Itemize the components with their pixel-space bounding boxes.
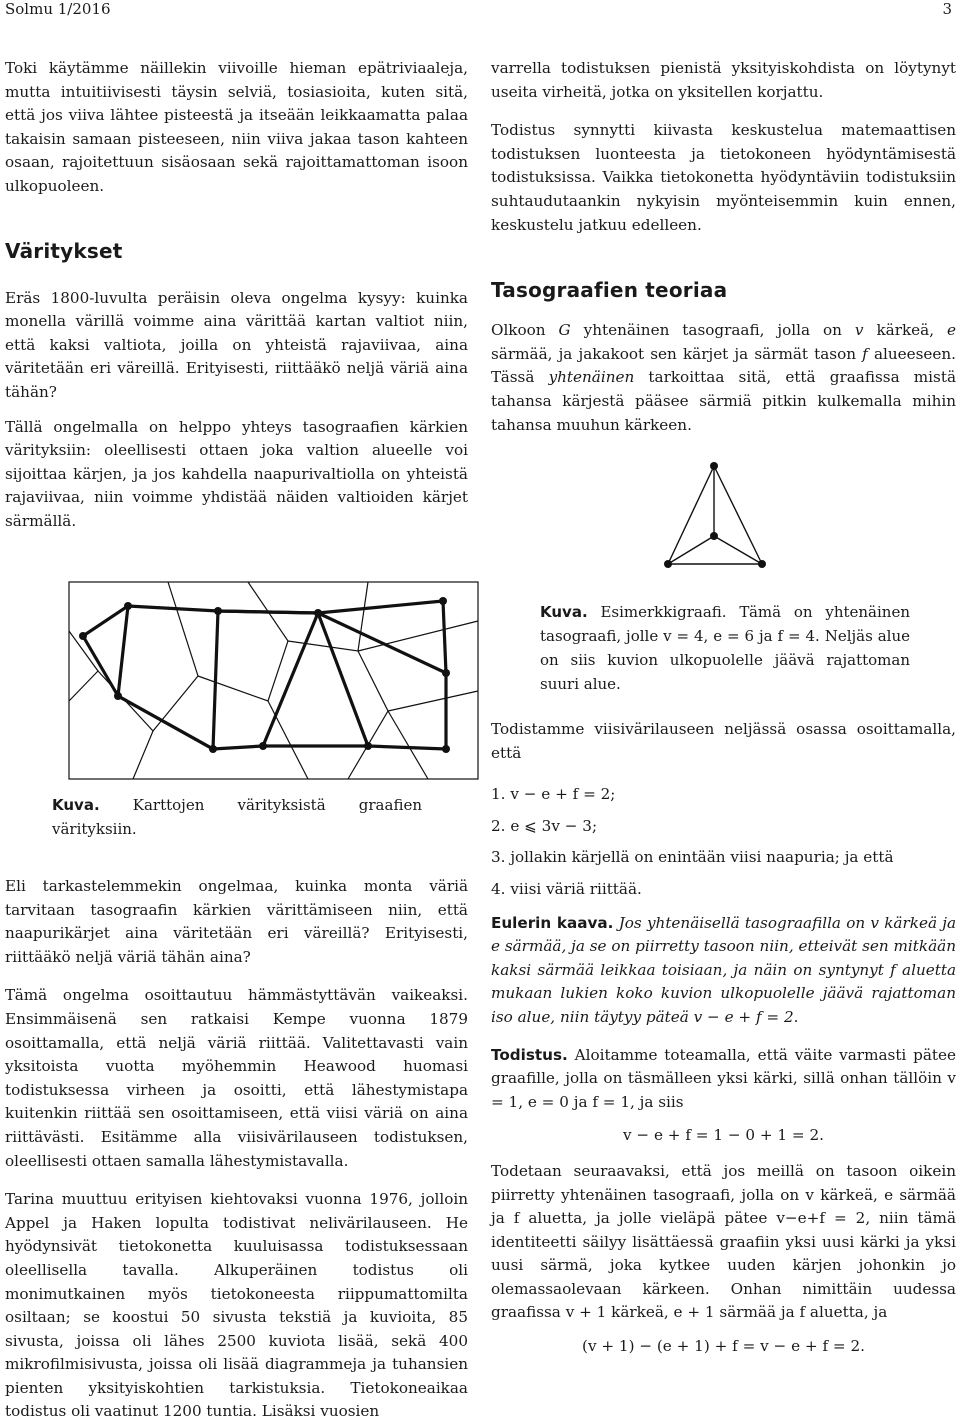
map-boundary <box>388 691 478 711</box>
equation-1: v − e + f = 1 − 0 + 1 = 2. <box>623 1126 824 1145</box>
right-column-top <box>491 57 956 437</box>
left-column-top <box>5 57 468 534</box>
graph-vertex <box>114 692 122 700</box>
proof-paragraph: Todistus. Aloitamme toteamalla, että väite varmasti pätee graafille, jolla on täsmälleen yksi kärki, sillä onhan tällöin v = 1, e = 0 ja f = 1, ja siis <box>491 1045 957 1111</box>
page-header <box>0 0 960 22</box>
right-paragraph-1: varrella todistuksen pienistä yksityiskohdista on löytynyt useita virheitä, jotka on yksitellen korjattu. <box>491 59 956 101</box>
right-paragraph-4: Todistamme viisivärilauseen neljässä osassa osoittamalla, että <box>491 720 956 762</box>
list-item: 1. v − e + f = 2; <box>491 785 616 804</box>
section-heading-tasograafien-teoriaa: Tasograafien teoriaa <box>491 278 728 303</box>
section-heading-varitykset: Väritykset <box>5 238 123 263</box>
left-paragraph-6: Tarina muuttuu erityisen kiehtovaksi vuonna 1976, jolloin Appel ja Haken lopulta todistivat nelivärilauseen. He hyödynsivät tietokonetta kuuluisassa todistuksessaan oleellisella tavalla. Alkuperäinen todistus oli monimutkainen myös tietokoneesta riippumattomilta osiltaan; se koostui 50 sivusta tekstiä ja kuvioita, 85 sivusta, joissa oli lähes 2500 kuviota lisää, sekä 400 mikrofilmisivusta, joissa oli lisää diagrammeja ja tuhansien pienten yksityiskohtien tarkistuksia. Tietokoneaikaa todistus oli vaatinut 1200 tuntia. Lisäksi vuosien <box>5 1190 468 1421</box>
left-paragraph-5: Tämä ongelma osoittautuu hämmästyttävän vaikeaksi. Ensimmäisenä sen ratkaisi Kempe vuonna 1879 osoittamalla, että neljä väriä riittää. Valitettavasti vain yksitoista vuotta myöhemmin Heawood huomasi todistuksessa virheen ja osoitti, että lähestymistapa kuitenkin riittää sen osoittamiseen, että viisi väriä on aina riittävästi. Esitämme alla viisivärilauseen todistuksen, oleellisesti ottaen samalla lähestymistavalla. <box>5 986 468 1170</box>
left-column-bottom <box>5 875 468 1424</box>
graph-vertex <box>214 607 222 615</box>
map-boundary <box>153 582 198 731</box>
left-paragraph-2: Eräs 1800-luvulta peräisin oleva ongelma kysyy: kuinka monella värillä voimme aina värittää kartan valtiot niin, että kaksi valtiota, joilla on yhteistä rajaviivaa, aina väritetään eri väreillä. Erityisesti, riittääkö neljä väriä aina tähän? <box>5 288 468 401</box>
equation-2: (v + 1) − (e + 1) + f = v − e + f = 2. <box>582 1337 865 1356</box>
list-item: 4. viisi väriä riittää. <box>491 879 642 898</box>
graph-vertex <box>664 560 672 568</box>
map-graph-figure <box>68 581 480 781</box>
graph-edge <box>118 606 128 696</box>
left-paragraph-1: Toki käytämme näillekin viivoille hieman epätriviaaleja, mutta intuitiivisesti täysin selviä, tosiasioita, kuten sitä, että jos viiva lähtee pisteestä ja itseään leikkaamatta palaa takaisin samaan pisteeseen, niin viiva jakaa tason kahteen osaan, rajoitettuun sisäosaan sekä rajoittamattoman isoon ulkopuoleen. <box>5 59 468 195</box>
map-boundary <box>358 621 478 651</box>
right-column-bottom <box>491 718 956 1359</box>
graph-vertex <box>442 669 450 677</box>
caption-label: Kuva. <box>540 603 588 621</box>
caption-text: Karttojen värityksistä graafien värityksiin. <box>52 796 422 838</box>
graph-vertex <box>442 745 450 753</box>
right-paragraph-5: Todetaan seuraavaksi, että jos meillä on tasoon oikein piirretty yhtenäinen tasograafi, jolla on v kärkeä, e särmää ja f aluetta, ja jolle vieläpä pätee v−e+f = 2, niin tämä identiteetti säilyy lisättäessä graafiin yksi uusi kärki ja yksi uusi särmä, joka kytkee uuden kärjen johonkin jo olemassaolevaan kärkeen. Onhan nimittäin uudessa graafissa v + 1 kärkeä, e + 1 särmää ja f aluetta, ja <box>491 1161 956 1322</box>
map-boundary <box>69 631 98 701</box>
graph-edge <box>213 611 218 749</box>
graph-edge <box>218 611 318 613</box>
euler-theorem: Eulerin kaava. Jos yhtenäisellä tasograafilla on v kärkeä ja e särmää, ja se on piirretty tasoon niin, etteivät sen mitkään kaksi särmää leikkaa toisiaan, ja näin on syntynyt f aluetta mukaan lukien koko kuvion ulkopuolelle jäävä rajattoman iso alue, niin täytyy päteä v − e + f = 2. <box>491 913 957 1026</box>
graph-edge <box>263 613 318 746</box>
graph-vertex <box>439 597 447 605</box>
theorem-steps-list <box>491 783 956 901</box>
map-boundary <box>388 711 428 779</box>
graph-vertex <box>209 745 217 753</box>
graph-outer-cycle <box>83 601 446 749</box>
map-figure-caption <box>52 793 422 841</box>
graph-vertex <box>259 742 267 750</box>
caption-text: Esimerkkigraafi. Tämä on yhtenäinen tasograafi, jolle v = 4, e = 6 ja f = 4. Neljäs alue on siis kuvion ulkopuolelle jäävä rajattoman suuri alue. <box>540 603 910 693</box>
graph-edge <box>118 696 213 749</box>
map-boundary <box>198 582 288 701</box>
left-paragraph-4: Eli tarkastelemmekin ongelmaa, kuinka monta väriä tarvitaan tasograafin kärkien värittämiseen niin, että naapurikärjet aina väritetään eri väreillä? Erityisesti, riittääkö neljä väriä tähän aina? <box>5 877 468 966</box>
graph-vertex <box>124 602 132 610</box>
graph-vertex <box>314 609 322 617</box>
graph-vertex <box>710 532 718 540</box>
left-paragraph-3: Tällä ongelmalla on helppo yhteys tasograafien kärkien värityksiin: oleellisesti ottaen joka valtion alueelle voi sijoittaa kärjen, ja jos kahdella naapurivaltiolla on yhteistä rajaviivaa, niin voimme yhdistää näiden valtioiden kärjet särmällä. <box>5 417 468 530</box>
caption-label: Kuva. <box>52 796 100 814</box>
right-paragraph-2: Todistus synnytti kiivasta keskustelua matemaattisen todistuksen luonteesta ja tietokoneen hyödyntämisestä todistuksissa. Vaikka tietokonetta hyödyntäviin todistuksiin suhtaudutaankin nykyisin myönteisemmin kuin ennen, keskustelu jatkuu edelleen. <box>491 121 956 234</box>
map-boundary <box>348 651 388 779</box>
list-item: 3. jollakin kärjellä on enintään viisi naapuria; ja että <box>491 848 894 867</box>
map-boundary <box>98 671 153 779</box>
map-boundary <box>268 701 308 779</box>
page-number: 3 <box>942 0 952 18</box>
journal-issue: Solmu 1/2016 <box>5 0 111 18</box>
example-figure-caption <box>540 600 910 696</box>
example-graph-figure <box>660 458 770 578</box>
graph-vertex <box>758 560 766 568</box>
graph-vertex <box>710 462 718 470</box>
graph-vertex <box>79 632 87 640</box>
right-paragraph-3: Olkoon G yhtenäinen tasograafi, jolla on v kärkeä, e särmää, ja jakakoot sen kärjet ja särmät tason f alueeseen. Tässä yhtenäinen tarkoittaa sitä, että graafissa mistä tahansa kärjestä pääsee särmiä pitkin kulkemalla mihin tahansa muuhun kärkeen. <box>491 321 956 434</box>
list-item: 2. e ⩽ 3v − 3; <box>491 816 598 835</box>
graph-vertex <box>364 742 372 750</box>
